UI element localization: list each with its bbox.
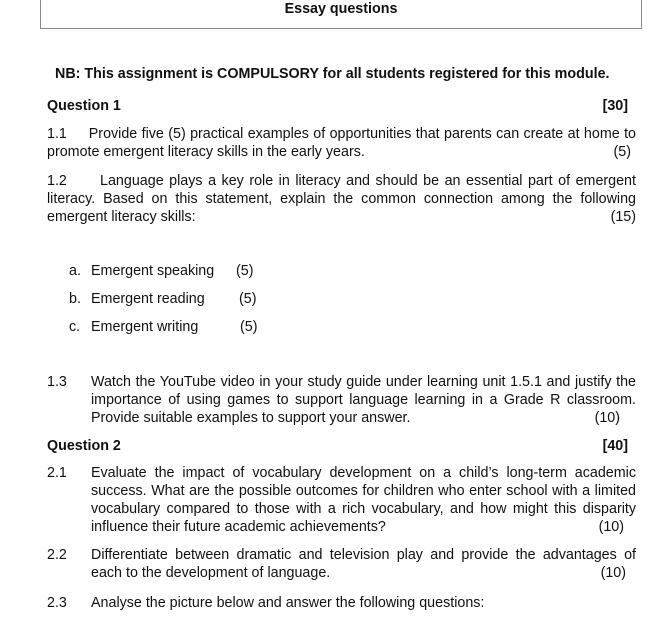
subitem-emergent-writing bbox=[69, 318, 258, 336]
section-title-text: Essay questions bbox=[284, 1, 398, 17]
question-2-1-number: 2.1 bbox=[47, 465, 67, 481]
subitem-label: b. bbox=[69, 291, 81, 307]
section-title bbox=[40, 0, 642, 29]
subitem-marks: (5) bbox=[239, 291, 257, 307]
subitem-text: Emergent speaking bbox=[91, 263, 215, 279]
question-1-3-number: 1.3 bbox=[47, 374, 67, 390]
question-1-1-number: 1.1 bbox=[47, 126, 67, 142]
question-1-total: [30] bbox=[602, 98, 628, 114]
question-1-1-marks: (5) bbox=[613, 144, 631, 160]
subitem-label: a. bbox=[69, 263, 81, 279]
subitem-emergent-reading bbox=[69, 290, 257, 308]
question-1-1 bbox=[47, 125, 636, 161]
question-1-1-text: Provide five (5) practical examples of opportunities that parents can create at home to promote emergent literacy skills in the early years. bbox=[47, 126, 636, 160]
subitem-text: Emergent writing bbox=[91, 319, 199, 335]
question-2-2 bbox=[47, 546, 636, 582]
question-1-2 bbox=[47, 172, 636, 226]
question-1-2-text: Language plays a key role in literacy and should be an essential part of emergent literacy. Based on this statement, explain the common connection among the following emergent literacy skills: bbox=[47, 173, 636, 225]
subitem-marks: (5) bbox=[236, 263, 254, 279]
question-1-heading bbox=[47, 97, 628, 115]
subitem-emergent-speaking bbox=[69, 262, 254, 280]
question-2-2-number: 2.2 bbox=[47, 547, 67, 563]
question-1-3-marks: (10) bbox=[594, 410, 620, 426]
question-2-3 bbox=[47, 594, 636, 612]
subitem-label: c. bbox=[69, 319, 81, 335]
question-1-title: Question 1 bbox=[47, 98, 121, 114]
question-2-3-number: 2.3 bbox=[47, 595, 67, 611]
question-1-2-number: 1.2 bbox=[47, 173, 67, 189]
question-1-2-marks: (15) bbox=[610, 209, 636, 225]
question-1-3 bbox=[47, 373, 636, 427]
question-2-1-marks: (10) bbox=[598, 519, 624, 535]
subitem-text: Emergent reading bbox=[91, 291, 205, 307]
question-2-1-text: Evaluate the impact of vocabulary development on a child’s long-term academic success. What are the possible outcomes for children who enter school with a limited vocabulary compared to those with a rich vocabulary, and how might this disparity influence their future academic achievements? bbox=[91, 465, 636, 535]
question-2-heading bbox=[47, 437, 628, 455]
question-2-2-marks: (10) bbox=[600, 565, 626, 581]
subitem-marks: (5) bbox=[240, 319, 258, 335]
question-2-1 bbox=[47, 464, 636, 536]
compulsory-notice: NB: This assignment is COMPULSORY for all students registered for this module. bbox=[55, 66, 610, 82]
question-2-title: Question 2 bbox=[47, 438, 121, 454]
question-2-3-text: Analyse the picture below and answer the following questions: bbox=[91, 595, 485, 611]
question-2-total: [40] bbox=[602, 438, 628, 454]
question-1-3-text: Watch the YouTube video in your study guide under learning unit 1.5.1 and justify the importance of using games to support language learning in a Grade R classroom. Provide suitable examples to support your answer. bbox=[91, 374, 636, 426]
question-2-2-text: Differentiate between dramatic and television play and provide the advantages of each to the development of language. bbox=[91, 547, 636, 581]
